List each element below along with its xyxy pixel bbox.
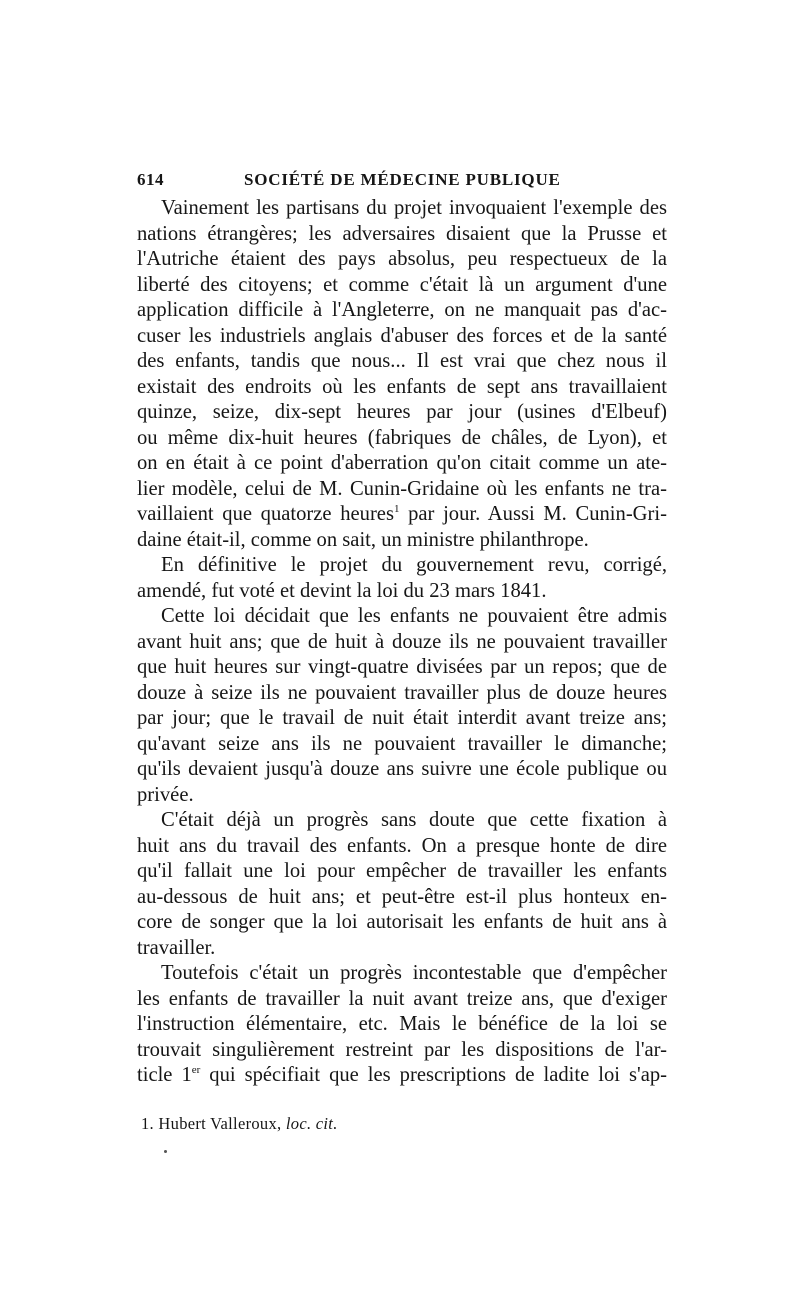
text-line: au-dessous de huit ans; et peut-être est-il plus honteux en- — [137, 885, 667, 908]
text-line: nations étrangères; les adversaires disaient que la Prusse et — [137, 222, 667, 245]
superscript-ordinal: er — [191, 1064, 201, 1076]
text-line: existait des endroits où les enfants de sept ans travaillaient — [137, 375, 667, 398]
text-segment: ticle 1 — [137, 1064, 192, 1086]
text-line: application difficile à l'Angleterre, on ne manquait pas d'ac- — [137, 299, 667, 321]
text-line: Vainement les partisans du projet invoquaient l'exemple des — [161, 197, 667, 219]
page-number: 614 — [137, 170, 164, 189]
text-line: ou même dix-huit heures (fabriques de châles, de Lyon), et — [137, 426, 667, 449]
text-line: lier modèle, celui de M. Cunin-Gridaine où les enfants ne tra- — [137, 477, 667, 500]
text-line: privée. — [137, 783, 194, 806]
text-line: En définitive le projet du gouvernement revu, corrigé, — [161, 554, 667, 576]
text-line-with-footnote — [137, 502, 667, 528]
text-line: core de songer que la loi autorisait les enfants de huit ans à — [137, 911, 667, 933]
text-line: qu'avant seize ans ils ne pouvaient travailler le dimanche; — [137, 732, 667, 755]
text-line: des enfants, tandis que nous... Il est vrai que chez nous il — [137, 350, 667, 372]
paragraph-4 — [137, 808, 667, 961]
body-text — [137, 196, 667, 1089]
text-segment: qui spécifiait que les prescriptions de ladite loi s'ap- — [200, 1064, 667, 1086]
text-line: daine était-il, comme on sait, un ministre philanthrope. — [137, 528, 589, 551]
text-line: qu'ils devaient jusqu'à douze ans suivre une école publique ou — [137, 758, 667, 780]
paragraph-3 — [137, 604, 667, 808]
footnote-reference-text: loc. cit. — [285, 1114, 338, 1133]
text-line: l'Autriche étaient des pays absolus, peu respectueux de la — [137, 248, 667, 270]
text-line: l'instruction élémentaire, etc. Mais le bénéfice de la loi se — [137, 1013, 667, 1035]
book-page — [137, 170, 667, 1133]
text-line: les enfants de travailler la nuit avant treize ans, que d'exiger — [137, 987, 667, 1010]
text-line: quinze, seize, dix-sept heures par jour (usines d'Elbeuf) — [137, 401, 667, 423]
text-line: amendé, fut voté et devint la loi du 23 mars 1841. — [137, 579, 547, 602]
text-line: huit ans du travail des enfants. On a presque honte de dire — [137, 834, 667, 857]
text-segment: par jour. Aussi M. Cunin-Gri- — [399, 503, 667, 525]
print-speck — [164, 1150, 167, 1153]
text-segment: vaillaient que quatorze heures — [137, 503, 394, 525]
text-line: travailler. — [137, 936, 216, 959]
text-line: Cette loi décidait que les enfants ne pouvaient être admis — [161, 605, 667, 627]
paragraph-2 — [137, 553, 667, 604]
text-line: C'était déjà un progrès sans doute que cette fixation à — [161, 809, 667, 831]
text-line: on en était à ce point d'aberration qu'on citait comme un ate- — [137, 452, 667, 474]
running-header — [137, 170, 667, 196]
text-line-with-superscript — [137, 1063, 667, 1089]
text-line: douze à seize ils ne pouvaient travailler plus de douze heures — [137, 681, 667, 704]
footnote-marker: 1. — [141, 1114, 154, 1133]
running-title: SOCIÉTÉ DE MÉDECINE PUBLIQUE — [244, 170, 561, 189]
text-line: avant huit ans; que de huit à douze ils ne pouvaient travailler — [137, 630, 667, 653]
footnote-reference: 1 — [393, 503, 400, 515]
text-line: qu'il fallait une loi pour empêcher de travailler les enfants — [137, 860, 667, 882]
text-line: que huit heures sur vingt-quatre divisées par un repos; que de — [137, 656, 667, 678]
text-line: par jour; que le travail de nuit était interdit avant treize ans; — [137, 707, 667, 729]
paragraph-1 — [137, 196, 667, 553]
footnote-author: Hubert Valleroux, — [158, 1114, 282, 1133]
text-line: liberté des citoyens; et comme c'était là un argument d'une — [137, 273, 667, 296]
footnote — [141, 1114, 338, 1134]
text-line: Toutefois c'était un progrès incontestable que d'empêcher — [161, 962, 667, 984]
paragraph-5 — [137, 961, 667, 1089]
text-line: trouvait singulièrement restreint par les dispositions de l'ar- — [137, 1038, 667, 1061]
text-line: cuser les industriels anglais d'abuser des forces et de la santé — [137, 324, 667, 347]
